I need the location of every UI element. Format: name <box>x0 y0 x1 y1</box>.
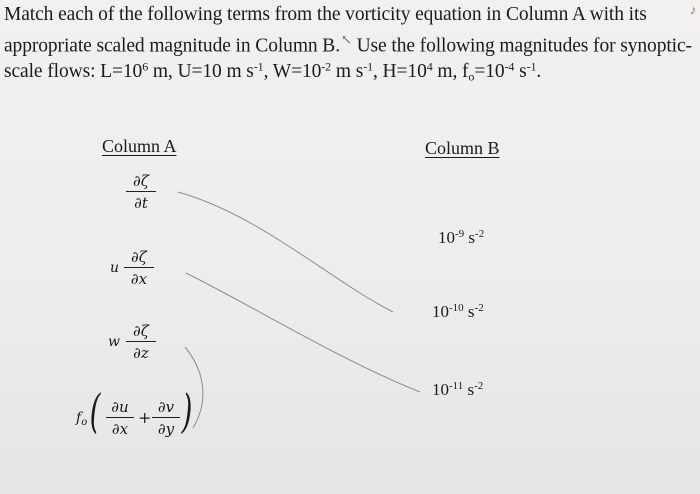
match-line-2 <box>186 273 420 392</box>
coef-f: $f_o$ <box>76 410 88 428</box>
fraction-dv-dy: ∂v ∂y <box>152 398 180 438</box>
fraction: ∂ζ ∂t <box>126 172 156 212</box>
fraction: ∂ζ ∂x <box>124 248 154 288</box>
match-line-1 <box>178 192 393 312</box>
column-a-heading: Column A <box>102 136 177 156</box>
margin-mark-icon: ♪ <box>690 2 697 17</box>
column-b-value-2: $10^{-10}$ $s^{-2}$ <box>432 301 484 321</box>
question-line-1: Match each of the following terms from the vorticity equation in Column A with its <box>4 4 647 25</box>
column-b-value-3: $10^{-11}$ $s^{-2}$ <box>432 379 484 399</box>
fraction: ∂ζ ∂z <box>126 322 156 362</box>
cursor-icon: ↖ <box>341 32 352 47</box>
fraction-du-dx: ∂u ∂x <box>106 398 134 438</box>
right-paren: ) <box>181 384 193 438</box>
column-b-heading: Column B <box>425 138 500 158</box>
left-paren: ( <box>89 384 101 438</box>
question-line-2: appropriate scaled magnitude in Column B.↖ Use the following magnitudes for synoptic- <box>4 27 694 59</box>
question-line-3: scale flows: $L=10^6$ m, U=10 m $s^{-1}$, $W=10^{-2}$ m $s^{-1}$, $H=10^4$ m, $f_o=10^{-4}$ $s^{-1}$. <box>4 58 542 84</box>
column-b-value-1: $10^{-9}$ $s^{-2}$ <box>438 227 485 247</box>
